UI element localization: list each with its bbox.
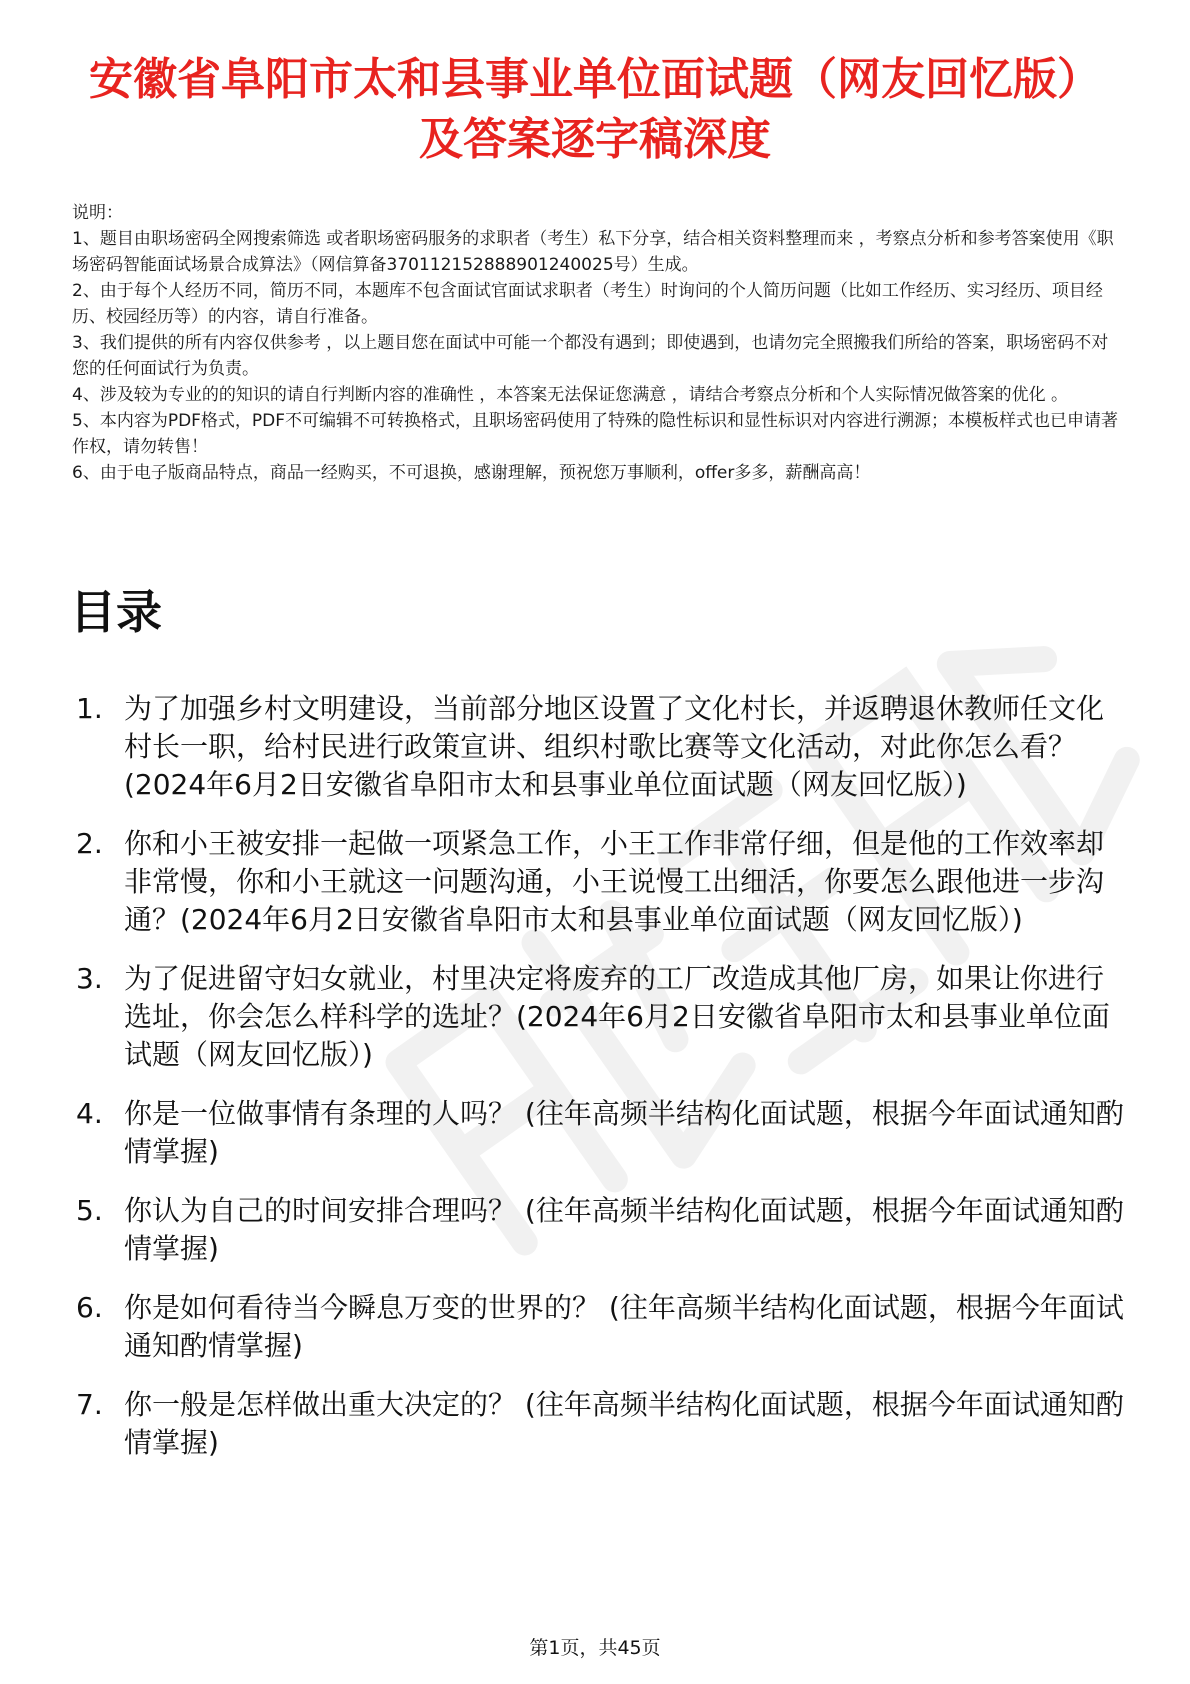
toc-item[interactable] — [76, 1192, 1126, 1268]
toc-heading: 目录 — [70, 585, 162, 639]
toc-item-text: 你认为自己的时间安排合理吗？ (往年高频半结构化面试题，根据今年面试通知酌情掌握) — [124, 1194, 1124, 1265]
toc-item[interactable] — [76, 1386, 1126, 1462]
note-item: 5、本内容为PDF格式，PDF不可编辑不可转换格式，且职场密码使用了特殊的隐性标识和显性标识对内容进行溯源；本模板样式也已申请著作权，请勿转售！ — [72, 411, 1119, 457]
note-item: 6、由于电子版商品特点，商品一经购买，不可退换，感谢理解，预祝您万事顺利，offer多多，薪酬高高！ — [72, 463, 871, 483]
toc-item-number: 2. — [76, 827, 103, 860]
toc-item-text: 为了促进留守妇女就业，村里决定将废弃的工厂改造成其他厂房，如果让你进行选址，你会怎么样科学的选址？(2024年6月2日安徽省阜阳市太和县事业单位面试题（网友回忆版）) — [124, 962, 1110, 1071]
note-item: 2、由于每个人经历不同，简历不同，本题库不包含面试官面试求职者（考生）时询问的个人简历问题（比如工作经历、实习经历、项目经历、校园经历等）的内容，请自行准备。 — [72, 281, 1103, 327]
toc-item[interactable] — [76, 825, 1126, 939]
note-item: 4、涉及较为专业的的知识的请自行判断内容的准确性 ，本答案无法保证您满意 ，请结合考察点分析和个人实际情况做答案的优化 。 — [72, 385, 1069, 405]
toc-item-number: 1. — [76, 692, 103, 725]
notes-heading: 说明： — [72, 203, 123, 223]
note-item: 1、题目由职场密码全网搜索筛选 或者职场密码服务的求职者（考生）私下分享，结合相关资料整理而来 ，考察点分析和参考答案使用《职场密码智能面试场景合成算法》（网信算备37011215288890124002​5号）生成。 — [72, 229, 1114, 275]
note-item: 3、我们提供的所有内容仅供参考 ，以上题目您在面试中可能一个都没有遇到；即使遇到，也请勿完全照搬我们所给的答案，职场密码不对您的任何面试行为负责。 — [72, 333, 1109, 379]
toc-item-number: 5. — [76, 1194, 103, 1227]
toc-item[interactable] — [76, 690, 1126, 804]
toc-item[interactable] — [76, 960, 1126, 1074]
document-title: 安徽省阜阳市太和县事业单位面试题（网友回忆版）及答案逐字稿深度 — [89, 54, 1101, 165]
toc-item-text: 你是一位做事情有条理的人吗？ (往年高频半结构化面试题，根据今年面试通知酌情掌握) — [124, 1097, 1124, 1168]
notes-section — [72, 200, 1120, 486]
toc-item-text: 你是如何看待当今瞬息万变的世界的？ (往年高频半结构化面试题，根据今年面试通知酌情掌握) — [124, 1291, 1124, 1362]
toc-list — [76, 690, 1126, 1483]
toc-item-number: 7. — [76, 1388, 103, 1421]
toc-item[interactable] — [76, 1095, 1126, 1171]
toc-item-number: 3. — [76, 962, 103, 995]
toc-item-text: 为了加强乡村文明建设，当前部分地区设置了文化村长，并返聘退休教师任文化村长一职，给村民进行政策宣讲、组织村歌比赛等文化活动，对此你怎么看？(2024年6月2日安徽省阜阳市太和县事业单位面试题（网友回忆版）) — [124, 692, 1105, 801]
toc-item-number: 6. — [76, 1291, 103, 1324]
toc-item-text: 你一般是怎样做出重大决定的？ (往年高频半结构化面试题，根据今年面试通知酌情掌握) — [124, 1388, 1124, 1459]
page-number: 第1页，共45页 — [529, 1637, 661, 1659]
toc-item-text: 你和小王被安排一起做一项紧急工作，小王工作非常仔细，但是他的工作效率却非常慢，你和小王就这一问题沟通，小王说慢工出细活，你要怎么跟他进一步沟通？(2024年6月2日安徽省阜阳市太和县事业单位面试题（网友回忆版）) — [124, 827, 1105, 936]
toc-item[interactable] — [76, 1289, 1126, 1365]
toc-item-number: 4. — [76, 1097, 103, 1130]
